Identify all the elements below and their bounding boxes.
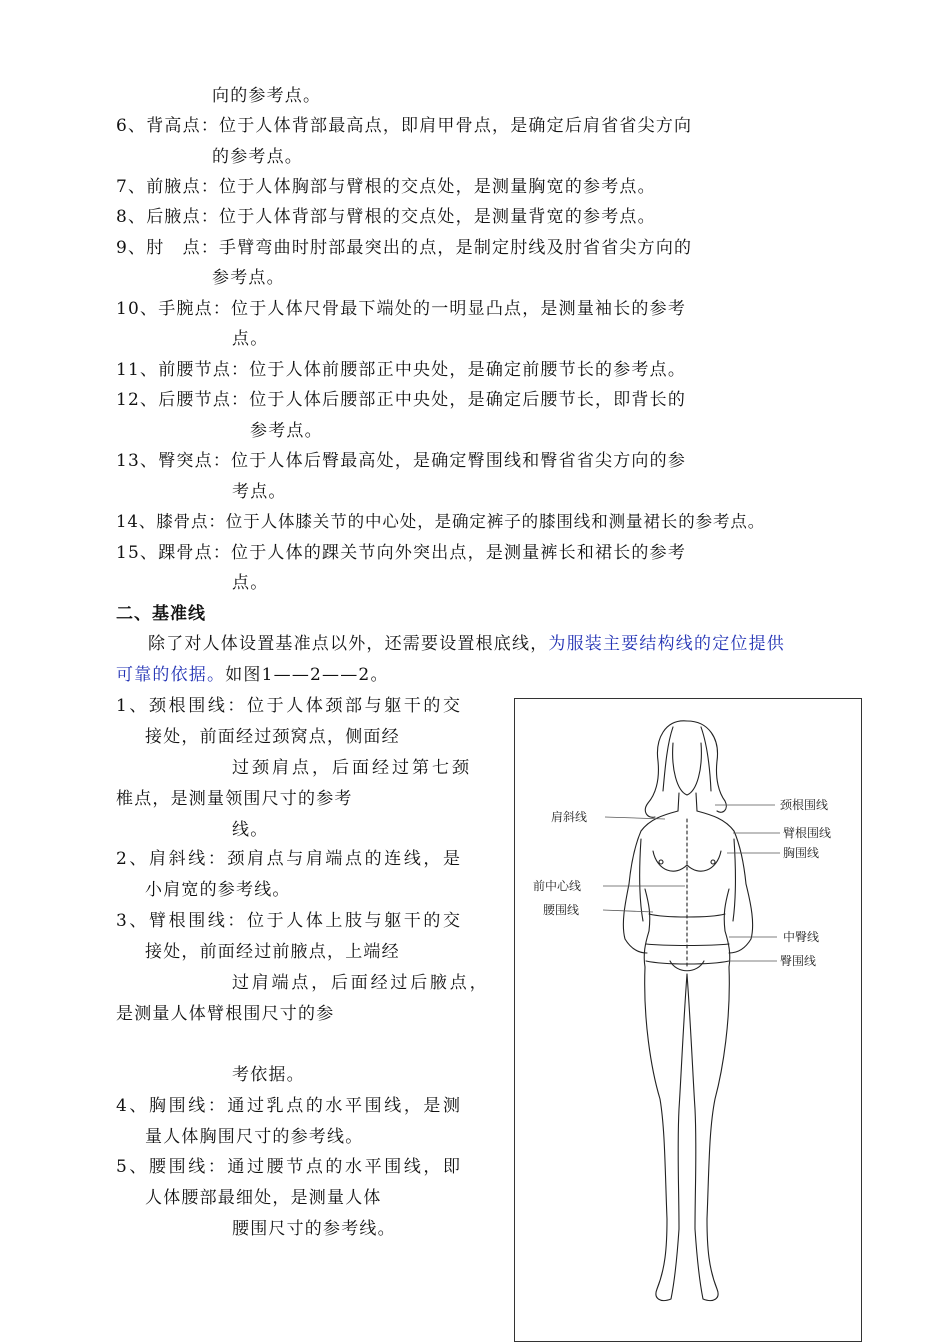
text-line: 椎点，是测量领围尺寸的参考 xyxy=(116,789,353,809)
list-item: 14、膝骨点：位于人体膝关节的中心处，是确定裤子的膝围线和测量裙长的参考点。 xyxy=(116,512,766,531)
label-waist: 腰围线 xyxy=(543,903,580,917)
list-item: 7、前腋点：位于人体胸部与臂根的交点处，是测量胸宽的参考点。 xyxy=(116,177,656,197)
list-item: 6、背高点：位于人体背部最高点，即肩甲骨点，是确定后肩省省尖方向 xyxy=(116,116,693,136)
label-bust: 胸围线 xyxy=(783,846,820,860)
text-line: 考依据。 xyxy=(232,1065,305,1085)
text-line: 过颈肩点，后面经过第七颈 xyxy=(232,758,472,778)
label-hip: 臀围线 xyxy=(780,954,817,968)
text-line: 是测量人体臂根围尺寸的参 xyxy=(116,1004,335,1024)
list-item: 13、臀突点：位于人体后臀最高处，是确定臀围线和臀省省尖方向的参 xyxy=(116,451,687,471)
text-line: 小肩宽的参考线。 xyxy=(145,880,291,900)
text-line: 过肩端点，后面经过后腋点， xyxy=(232,973,490,993)
text-line: 参考点。 xyxy=(250,421,323,441)
list-item: 3、臂根围线：位于人体上肢与躯干的交 xyxy=(116,911,463,931)
text-line: 向的参考点。 xyxy=(212,86,322,106)
text-line: 线。 xyxy=(232,820,269,840)
text-line: 点。 xyxy=(232,573,269,593)
figure-reference: 如图1——2——2。 xyxy=(225,665,389,685)
list-item: 10、手腕点：位于人体尺骨最下端处的一明显凸点，是测量袖长的参考 xyxy=(116,299,687,319)
label-shoulder-slope: 肩斜线 xyxy=(551,810,588,824)
list-item: 12、后腰节点：位于人体后腰部正中央处，是确定后腰节长，即背长的 xyxy=(116,390,687,410)
text-line: 考点。 xyxy=(232,482,287,502)
intro-text-highlight: 可靠的依据。 xyxy=(116,665,226,685)
list-item: 9、肘 点：手臂弯曲时肘部最突出的点，是制定肘线及肘省省尖方向的 xyxy=(116,238,693,258)
section-heading: 二、基准线 xyxy=(116,604,206,624)
list-item: 8、后腋点：位于人体背部与臂根的交点处，是测量背宽的参考点。 xyxy=(116,207,656,227)
list-item: 11、前腰节点：位于人体前腰部正中央处，是确定前腰节长的参考点。 xyxy=(116,360,687,380)
body-figure xyxy=(514,698,862,1342)
intro-line-2 xyxy=(116,665,389,685)
intro-line-1 xyxy=(148,634,785,654)
text-line: 人体腰部最细处，是测量人体 xyxy=(145,1188,382,1208)
list-item: 5、腰围线：通过腰节点的水平围线，即 xyxy=(116,1157,463,1177)
label-center-front: 前中心线 xyxy=(533,879,582,893)
text-line: 接处，前面经过前腋点，上端经 xyxy=(145,942,400,962)
intro-text-highlight: 为服装主要结构线的定位提供 xyxy=(548,634,786,654)
text-line: 的参考点。 xyxy=(212,147,303,167)
label-arm-root: 臂根围线 xyxy=(783,826,832,840)
list-item: 15、踝骨点：位于人体的踝关节向外突出点，是测量裤长和裙长的参考 xyxy=(116,543,687,563)
text-line: 量人体胸围尺寸的参考线。 xyxy=(145,1127,364,1147)
body-illustration xyxy=(515,699,863,1343)
text-line: 参考点。 xyxy=(212,268,285,288)
text-line: 点。 xyxy=(232,329,269,349)
text-line: 接处，前面经过颈窝点，侧面经 xyxy=(145,727,400,747)
label-mid-hip: 中臀线 xyxy=(783,930,820,944)
list-item: 4、胸围线：通过乳点的水平围线，是测 xyxy=(116,1096,463,1116)
list-item: 1、颈根围线：位于人体颈部与躯干的交 xyxy=(116,696,463,716)
list-item: 2、肩斜线：颈肩点与肩端点的连线，是 xyxy=(116,849,463,869)
label-neck-base: 颈根围线 xyxy=(780,798,829,812)
text-line: 腰围尺寸的参考线。 xyxy=(232,1219,396,1239)
intro-text-plain: 除了对人体设置基准点以外，还需要设置根底线， xyxy=(148,634,549,654)
